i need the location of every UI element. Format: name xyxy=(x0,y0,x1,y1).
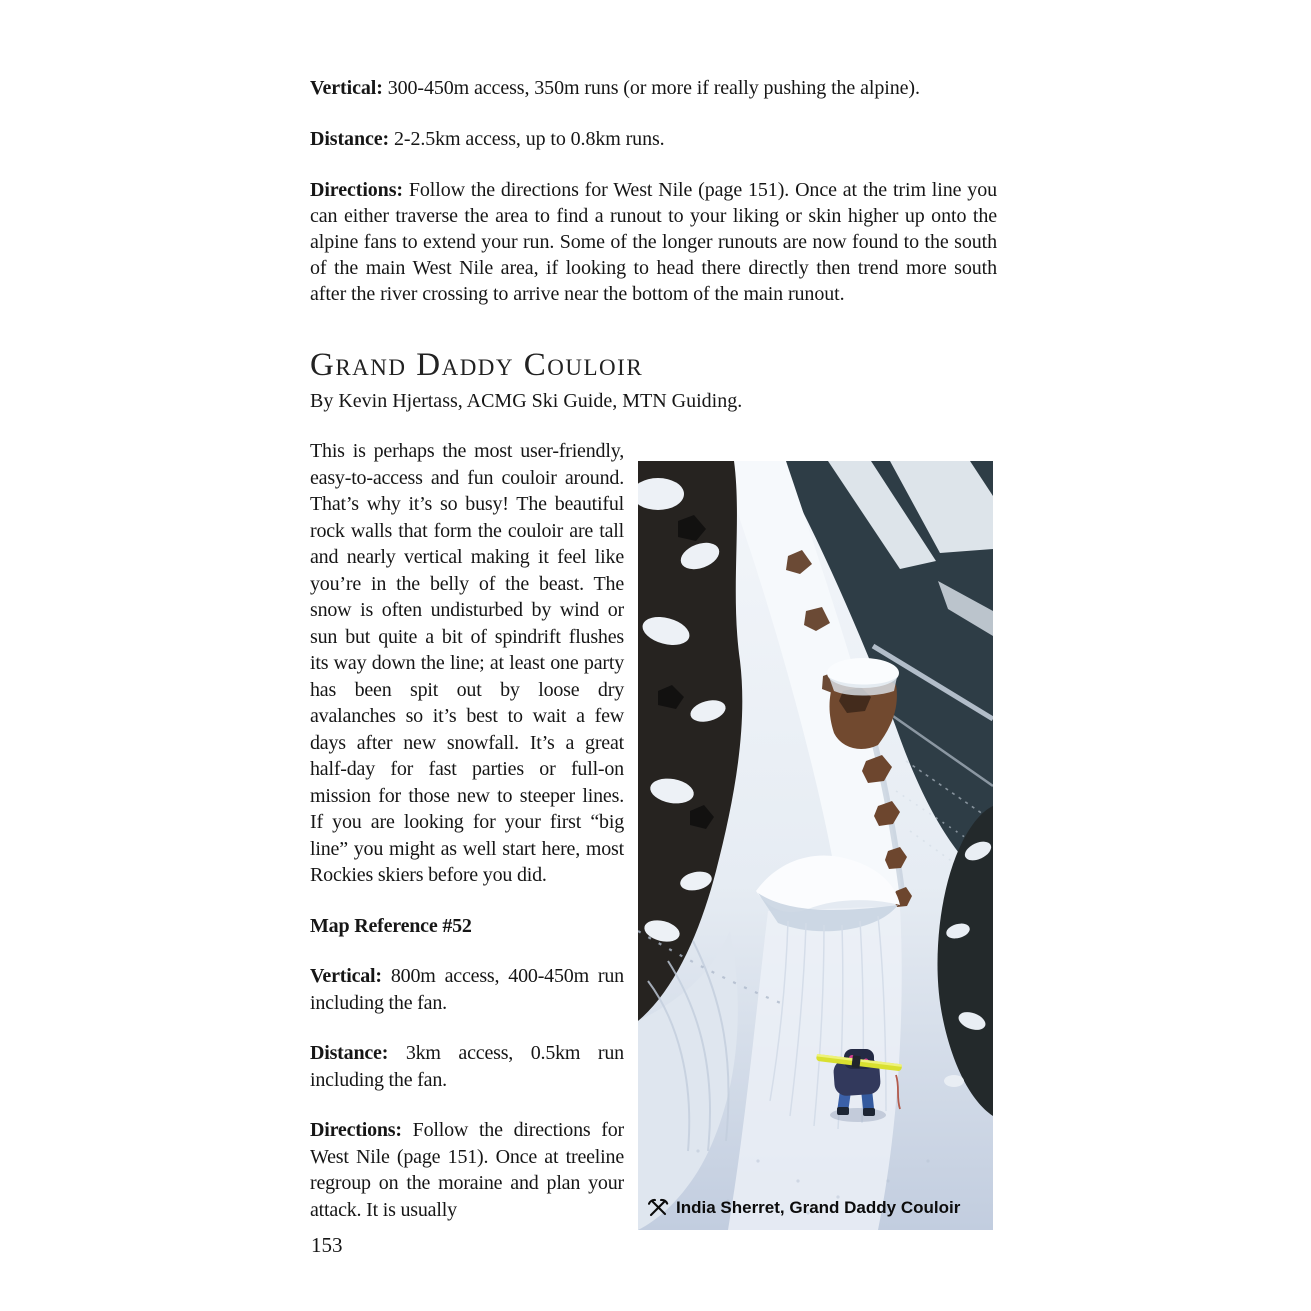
photo-caption xyxy=(647,1197,960,1219)
article-vertical-label: Vertical: xyxy=(310,965,382,987)
directions-value: Follow the directions for West Nile (page 151). Once at the trim line you can either traverse the area to find a runout to your liking or skin higher up onto the alpine fans to extend your run. Some of the longer runouts are now found to the south of the main West Nile area, if looking to head there directly then trend more south after the river crossing to arrive near the bottom of the main runout. xyxy=(310,179,998,305)
article-directions-label: Directions: xyxy=(310,1119,402,1141)
article-vertical xyxy=(310,963,624,1016)
section-header xyxy=(310,347,997,414)
vertical-label: Vertical: xyxy=(310,77,383,99)
article-directions-value: Follow the directions for West Nile (page 151). Once at treeline regroup on the moraine and plan your attack. It is usually xyxy=(310,1119,624,1221)
distance-value: 2-2.5km access, up to 0.8km runs. xyxy=(394,128,665,150)
couloir-photo-image xyxy=(638,461,993,1230)
article-distance xyxy=(310,1040,624,1093)
intro-directions xyxy=(310,177,997,307)
crossed-ice-axes-icon xyxy=(647,1197,669,1219)
article-vertical-value: 800m access, 400-450m run including the fan. xyxy=(310,965,624,1014)
article-column xyxy=(310,438,624,1247)
article-distance-label: Distance: xyxy=(310,1042,389,1064)
vertical-value: 300-450m access, 350m runs (or more if really pushing the alpine). xyxy=(387,77,920,99)
page-title: Grand Daddy Couloir xyxy=(310,347,644,383)
page-number: 153 xyxy=(311,1233,343,1257)
article-distance-value: 3km access, 0.5km run including the fan. xyxy=(310,1042,624,1091)
intro-section xyxy=(310,75,997,307)
directions-label: Directions: xyxy=(310,179,403,201)
intro-distance xyxy=(310,126,997,152)
article-body: This is perhaps the most user-friendly, easy-to-access and fun couloir around. That’s why it’s so busy! The beautiful rock walls that form the couloir are tall and nearly vertical making it feel like you’re in the belly of the beast. The snow is often undisturbed by wind or sun but quite a bit of spindrift flushes its way down the line; at least one party has been spit out by loose dry avalanches so it’s best to wait a few days after new snowfall. It’s a great half-day for fast parties or full-on mission for those new to steeper lines. If you are looking for your first “big line” you might as well start here, most Rockies skiers before you did. xyxy=(310,440,624,886)
photo-caption-text: India Sherret, Grand Daddy Couloir xyxy=(676,1198,961,1217)
distance-label: Distance: xyxy=(310,128,390,150)
photo-grand-daddy-couloir xyxy=(638,461,993,1230)
map-reference: Map Reference #52 xyxy=(310,914,472,937)
intro-vertical xyxy=(310,75,997,101)
article-directions xyxy=(310,1117,624,1223)
byline: By Kevin Hjertass, ACMG Ski Guide, MTN Guiding. xyxy=(310,390,743,412)
